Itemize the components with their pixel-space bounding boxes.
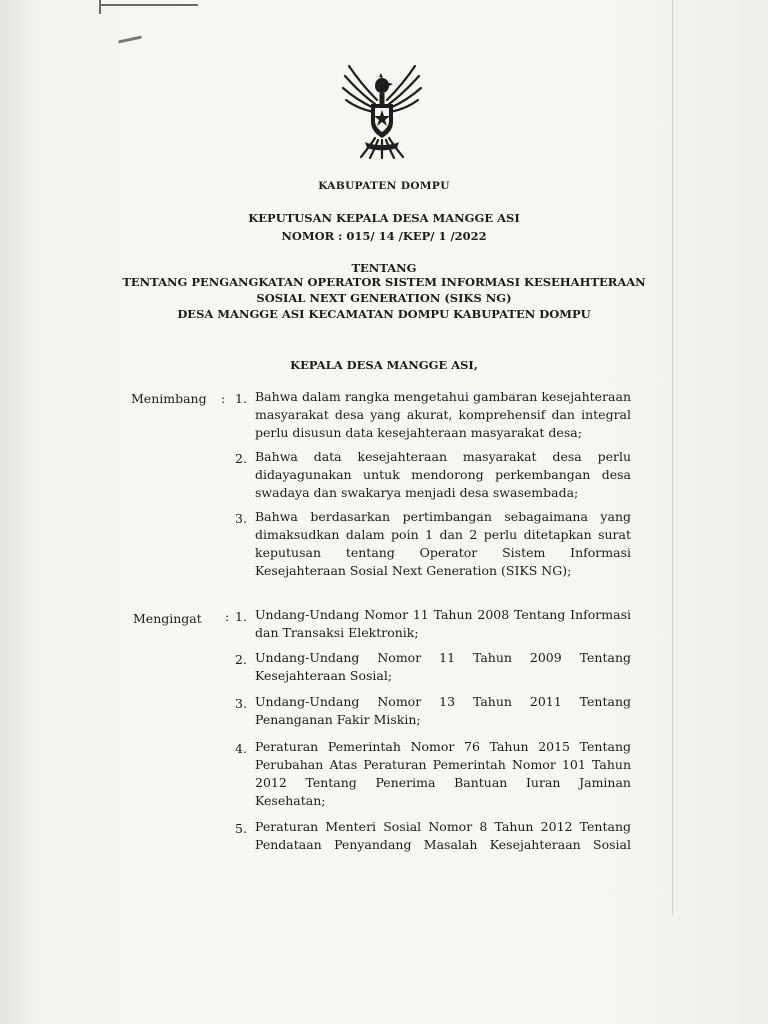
text-line: Kesejahteraan Sosial; [255,668,393,683]
region-title: KABUPATEN DOMPU [318,180,450,192]
text-line: masyarakat desa yang akurat, komprehensif dan integral [255,407,631,422]
text-line: Undang-Undang Nomor 11 Tahun 2009 Tentang [255,650,631,665]
mengingat-item-number: 5. [235,821,247,836]
text-line: didayagunakan untuk mendorong perkembangan desa [255,467,631,482]
text-line: Kesehatan; [255,793,326,808]
menimbang-item-text [255,508,631,580]
text-line: Perubahan Atas Peraturan Pemerintah Nomor 101 Tahun [255,757,631,772]
mengingat-label: Mengingat [133,611,202,626]
text-line: Undang-Undang Nomor 11 Tahun 2008 Tentang Informasi [255,607,631,622]
mengingat-item-text [255,693,631,729]
mengingat-item-text [255,818,631,854]
text-line: Pendataan Penyandang Masalah Kesejahteraan Sosial [255,837,631,852]
text-line: Bahwa data kesejahteraan masyarakat desa perlu [255,449,631,464]
text-line: Peraturan Pemerintah Nomor 76 Tahun 2015 Tentang [255,739,631,754]
text-line: Bahwa dalam rangka mengetahui gambaran kesejahteraan [255,389,631,404]
scan-mark-tick [99,0,101,14]
text-line: Penanganan Fakir Miskin; [255,712,421,727]
mengingat-item-number: 4. [235,741,247,756]
mengingat-item-text [255,606,631,642]
mengingat-item-number: 1. [235,609,247,624]
decree-title: KEPUTUSAN KEPALA DESA MANGGE ASI [248,211,520,225]
garuda-emblem-icon [337,60,427,160]
menimbang-colon: : [221,391,226,406]
about-label: TENTANG [351,261,417,275]
decree-number: NOMOR : 015/ 14 /KEP/ 1 /2022 [281,229,487,243]
text-line: swadaya dan swakarya menjadi desa swasembada; [255,485,579,500]
about-line-2: SOSIAL NEXT GENERATION (SIKS NG) [256,291,512,305]
issuer-heading: KEPALA DESA MANGGE ASI, [290,358,478,372]
text-line: perlu disusun data kesejahteraan masyarakat desa; [255,425,582,440]
menimbang-label: Menimbang [131,391,207,406]
mengingat-colon: : [225,609,230,624]
menimbang-item-number: 2. [235,451,247,466]
text-line: dimaksudkan dalam poin 1 dan 2 perlu ditetapkan surat [255,527,631,542]
text-line: keputusan tentang Operator Sistem Informasi [255,545,631,560]
menimbang-item-text [255,388,631,442]
menimbang-item-number: 1. [235,391,247,406]
mengingat-item-number: 3. [235,696,247,711]
about-line-1: TENTANG PENGANGKATAN OPERATOR SISTEM INFORMASI KESEHAHTERAAN [122,275,646,289]
mengingat-item-text [255,649,631,685]
menimbang-item-number: 3. [235,511,247,526]
text-line: Kesejahteraan Sosial Next Generation (SIKS NG); [255,563,572,578]
mengingat-item-text [255,738,631,810]
text-line: Peraturan Menteri Sosial Nomor 8 Tahun 2012 Tentang [255,819,631,834]
text-line: 2012 Tentang Penerima Bantuan Iuran Jaminan [255,775,631,790]
mengingat-item-number: 2. [235,652,247,667]
text-line: Undang-Undang Nomor 13 Tahun 2011 Tentang [255,694,631,709]
scan-mark-top [100,4,198,6]
about-line-3: DESA MANGGE ASI KECAMATAN DOMPU KABUPATEN DOMPU [177,307,591,321]
pen-mark [118,36,142,44]
menimbang-item-text [255,448,631,502]
text-line: Bahwa berdasarkan pertimbangan sebagaimana yang [255,509,631,524]
text-line: dan Transaksi Elektronik; [255,625,419,640]
page-edge-line [672,0,673,915]
